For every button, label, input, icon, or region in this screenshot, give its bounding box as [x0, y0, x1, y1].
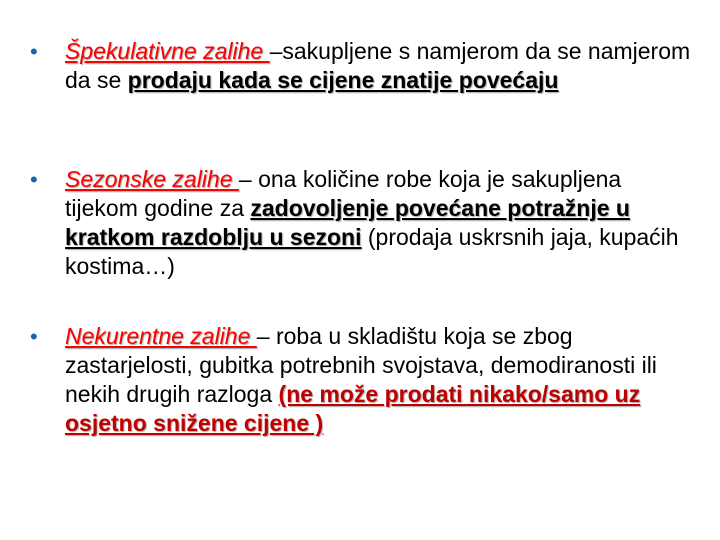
- bullet-obsolete-stock: [30, 322, 700, 438]
- bullet-speculative-stock: [30, 37, 700, 95]
- bullet-dot: •: [30, 324, 38, 349]
- bullet-dot: •: [30, 39, 38, 64]
- emphasis-text: zadovoljenje povećane potražnje u kratkom razdoblju u sezoni: [65, 195, 630, 250]
- definition-text: –sakupljene s namjerom da se namjerom da se: [65, 38, 691, 93]
- definition-text: – roba u skladištu koja se zbog zastarjelosti, gubitka potrebnih svojstava, demodiranosti ili nekih drugih razloga: [65, 323, 657, 407]
- bullet-text: [65, 322, 700, 438]
- bullet-seasonal-stock: [30, 165, 700, 281]
- bullet-text: [65, 37, 700, 95]
- emphasis-text: prodaju kada se cijene znatije povećaju: [127, 67, 559, 93]
- term-speculative: Špekulativne zalihe: [65, 38, 270, 64]
- bullet-text: [65, 165, 700, 281]
- trailing-text: (prodaja uskrsnih jaja, kupaćih kostima…): [65, 224, 679, 279]
- term-seasonal: Sezonske zalihe: [65, 166, 239, 192]
- definition-text: – ona količine robe koja je sakupljena tijekom godine za: [65, 166, 622, 221]
- emphasis-text-red: (ne može prodati nikako/samo uz osjetno snižene cijene ): [65, 381, 641, 436]
- bullet-dot: •: [30, 167, 38, 192]
- term-obsolete: Nekurentne zalihe: [65, 323, 257, 349]
